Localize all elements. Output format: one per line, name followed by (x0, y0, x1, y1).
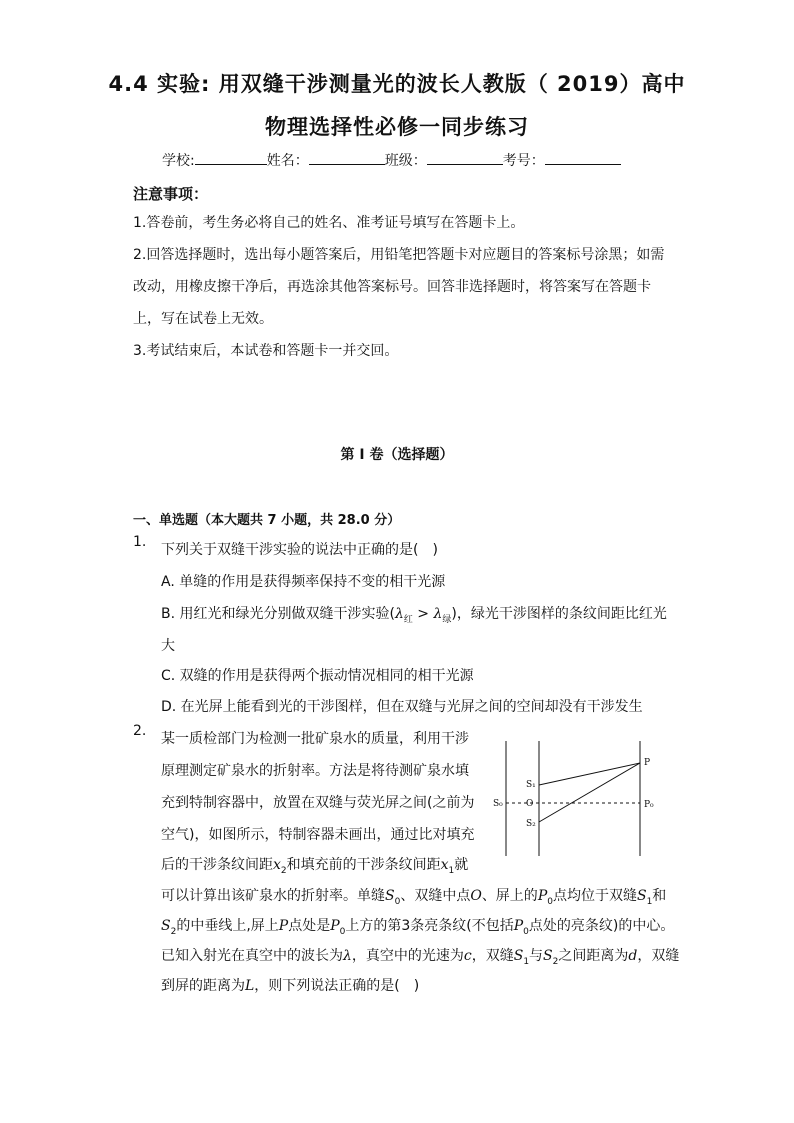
title-line-2: 物理选择性必修一同步练习 (265, 115, 529, 139)
double-slit-diagram (484, 738, 670, 858)
ray-s1-p (539, 763, 640, 785)
label-o: O (526, 799, 534, 809)
label-s1: S₁ (526, 780, 536, 790)
notice-item-3: 3.考试结束后，本试卷和答题卡一并交回。 (133, 343, 399, 359)
school-label: 学校: (162, 153, 195, 169)
q2-line-5: 后的干涉条纹间距$x_2$和填充前的干涉条纹间距$x_1$就 (161, 857, 469, 876)
school-blank[interactable] (195, 150, 267, 165)
q2-line-7: $S_2$的中垂线上,屏上P点处是$P_0$上方的第3条亮条纹(不包括$P_0$点处的亮条纹)的中心。 (161, 918, 675, 937)
notice-item-2: 2.回答选择题时，选出每小题答案后，用铅笔把答题卡对应题目的答案标号涂黑；如需改动，用橡皮擦干净后，再选涂其他答案标号。回答非选择题时，将答案写在答题卡上，写在试卷上无效。 (133, 247, 665, 327)
q1-option-d: D. 在光屏上能看到光的干涉图样，但在双缝与光屏之间的空间却没有干涉发生 (161, 699, 643, 715)
q1-option-b: B. 用红光和绿光分别做双缝干涉实验$(\lambda_红 > \lambda_绿)$，绿光干涉图样的条纹间距比红光 (161, 606, 667, 625)
number-label: 考号： (502, 153, 545, 169)
class-blank[interactable] (427, 150, 503, 165)
label-p0: P₀ (644, 800, 654, 810)
q2-line-4: 空气)，如图所示，特制容器未画出，通过比对填充 (161, 827, 475, 843)
name-label: 姓名： (266, 153, 309, 169)
part-title: 一、单选题（本大题共 7 小题，共 28.0 分） (133, 513, 401, 528)
q2-number: 2. (133, 723, 147, 739)
ray-s2-p (539, 763, 640, 822)
q1-option-a: A. 单缝的作用是获得频率保持不变的相干光源 (161, 574, 446, 590)
q1-stem: 下列关于双缝干涉实验的说法中正确的是( ) (161, 542, 438, 558)
q2-line-9: 到屏的距离为L，则下列说法正确的是( ) (161, 978, 420, 994)
label-p: P (644, 758, 651, 768)
notice-heading: 注意事项： (133, 185, 209, 203)
title-line-1: 4.4 实验: 用双缝干涉测量光的波长人教版（ 2019）高中 (108, 72, 686, 96)
label-s0: S₀ (493, 799, 503, 809)
q2-line-6: 可以计算出该矿泉水的折射率。单缝$S_0$、双缝中点O、屏上的$P_0$点均位于双缝$S_1$和 (161, 888, 667, 907)
notice-item-1: 1.答卷前，考生务必将自己的姓名、准考证号填写在答题卡上。 (133, 215, 525, 231)
q1-option-b-cont: 大 (161, 638, 175, 654)
q1-number: 1. (133, 534, 147, 550)
q1-option-c: C. 双缝的作用是获得两个振动情况相同的相干光源 (161, 668, 474, 684)
q2-line-2: 原理测定矿泉水的折射率。方法是将待测矿泉水填 (161, 763, 469, 779)
section-title: 第 I 卷（选择题） (340, 447, 454, 463)
class-label: 班级： (384, 153, 427, 169)
q2-line-1: 某一质检部门为检测一批矿泉水的质量，利用干涉 (161, 731, 469, 747)
q2-line-3: 充到特制容器中，放置在双缝与荧光屏之间(之前为 (161, 795, 475, 811)
name-blank[interactable] (309, 150, 385, 165)
student-info-line (162, 150, 621, 170)
q2-line-8: 已知入射光在真空中的波长为λ，真空中的光速为c，双缝$S_1$与$S_2$之间距离为d，双缝 (161, 948, 680, 967)
label-s2: S₂ (526, 819, 536, 829)
number-blank[interactable] (545, 150, 621, 165)
